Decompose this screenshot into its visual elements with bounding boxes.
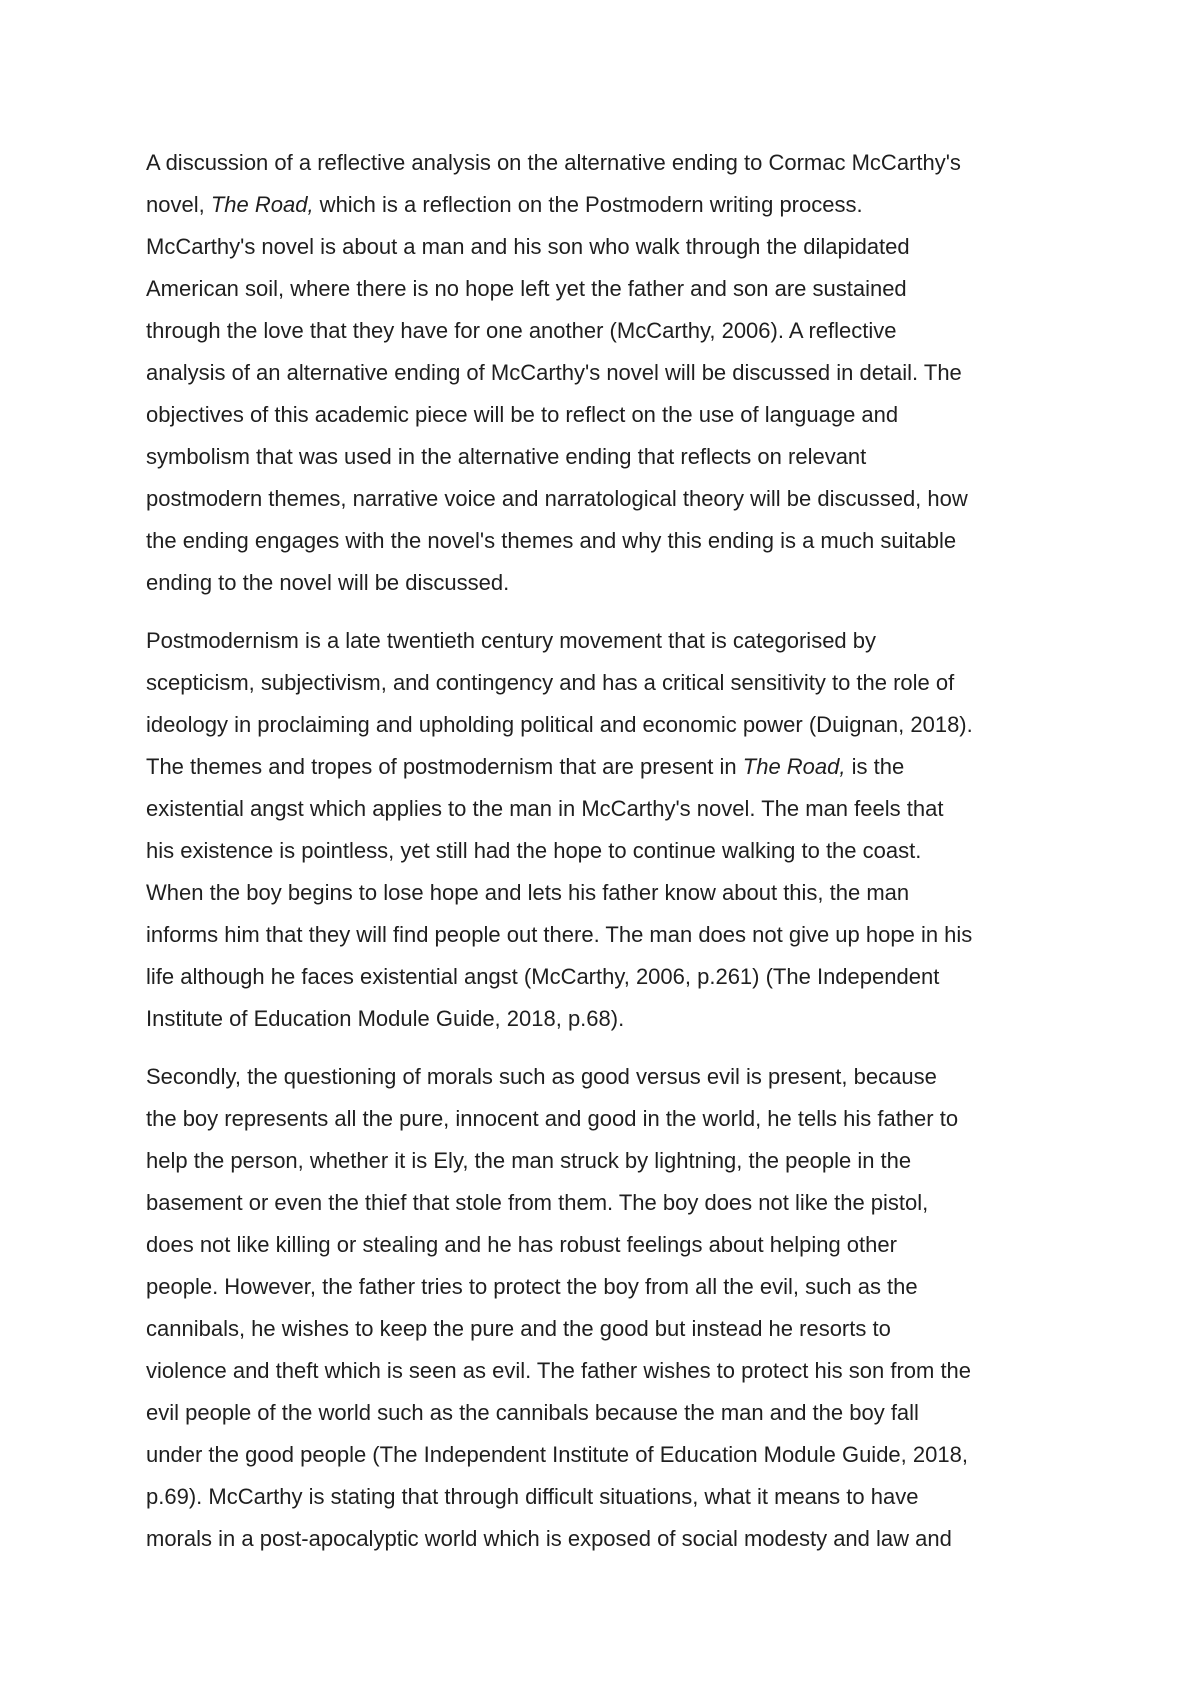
text-segment: objectives of this academic piece will be to reflect on the use of language and bbox=[146, 402, 899, 427]
text-line bbox=[146, 830, 1062, 872]
text-segment: postmodern themes, narrative voice and narratological theory will be discussed, how bbox=[146, 486, 968, 511]
text-line bbox=[146, 1308, 1062, 1350]
text-line bbox=[146, 1266, 1062, 1308]
text-line bbox=[146, 872, 1062, 914]
text-line bbox=[146, 268, 1062, 310]
book-title-italic: The Road, bbox=[210, 192, 314, 217]
text-line bbox=[146, 520, 1062, 562]
text-line bbox=[146, 788, 1062, 830]
text-line bbox=[146, 352, 1062, 394]
text-line bbox=[146, 1224, 1062, 1266]
text-segment: is the bbox=[845, 754, 905, 779]
text-segment: cannibals, he wishes to keep the pure and the good but instead he resorts to bbox=[146, 1316, 891, 1341]
text-segment: through the love that they have for one another (McCarthy, 2006). A reflective bbox=[146, 318, 897, 343]
text-segment: Institute of Education Module Guide, 2018, p.68). bbox=[146, 1006, 625, 1031]
text-segment: help the person, whether it is Ely, the man struck by lightning, the people in the bbox=[146, 1148, 912, 1173]
text-line bbox=[146, 310, 1062, 352]
text-segment: which is a reflection on the Postmodern writing process. bbox=[313, 192, 863, 217]
text-segment: Secondly, the questioning of morals such as good versus evil is present, because bbox=[146, 1064, 937, 1089]
text-line bbox=[146, 704, 1062, 746]
text-line bbox=[146, 1182, 1062, 1224]
text-segment: informs him that they will find people out there. The man does not give up hope in his bbox=[146, 922, 973, 947]
text-segment: analysis of an alternative ending of McCarthy's novel will be discussed in detail. The bbox=[146, 360, 962, 385]
text-line bbox=[146, 184, 1062, 226]
text-segment: violence and theft which is seen as evil. The father wishes to protect his son from the bbox=[146, 1358, 972, 1383]
text-segment: p.69). McCarthy is stating that through difficult situations, what it means to have bbox=[146, 1484, 919, 1509]
text-segment: ending to the novel will be discussed. bbox=[146, 570, 510, 595]
paragraph-3 bbox=[146, 1056, 1062, 1560]
text-segment: McCarthy's novel is about a man and his son who walk through the dilapidated bbox=[146, 234, 910, 259]
text-line bbox=[146, 1518, 1062, 1560]
text-line bbox=[146, 1476, 1062, 1518]
text-line bbox=[146, 1434, 1062, 1476]
text-segment: American soil, where there is no hope left yet the father and son are sustained bbox=[146, 276, 907, 301]
text-line bbox=[146, 956, 1062, 998]
text-segment: evil people of the world such as the cannibals because the man and the boy fall bbox=[146, 1400, 919, 1425]
text-line bbox=[146, 662, 1062, 704]
text-line bbox=[146, 436, 1062, 478]
text-segment: his existence is pointless, yet still had the hope to continue walking to the coast. bbox=[146, 838, 922, 863]
text-segment: basement or even the thief that stole from them. The boy does not like the pistol, bbox=[146, 1190, 929, 1215]
text-segment: Postmodernism is a late twentieth century movement that is categorised by bbox=[146, 628, 877, 653]
text-segment: novel, bbox=[146, 192, 211, 217]
text-segment: the boy represents all the pure, innocent and good in the world, he tells his father to bbox=[146, 1106, 959, 1131]
text-segment: A discussion of a reflective analysis on the alternative ending to Cormac McCarthy's bbox=[146, 150, 961, 175]
text-line bbox=[146, 1098, 1062, 1140]
text-segment: The themes and tropes of postmodernism that are present in bbox=[146, 754, 743, 779]
text-segment: symbolism that was used in the alternative ending that reflects on relevant bbox=[146, 444, 867, 469]
text-line bbox=[146, 620, 1062, 662]
text-line bbox=[146, 1350, 1062, 1392]
paragraph-1 bbox=[146, 142, 1062, 604]
text-segment: the ending engages with the novel's themes and why this ending is a much suitable bbox=[146, 528, 957, 553]
text-line bbox=[146, 1056, 1062, 1098]
text-segment: life although he faces existential angst (McCarthy, 2006, p.261) (The Independent bbox=[146, 964, 940, 989]
text-segment: under the good people (The Independent Institute of Education Module Guide, 2018, bbox=[146, 1442, 968, 1467]
text-segment: does not like killing or stealing and he has robust feelings about helping other bbox=[146, 1232, 897, 1257]
text-line bbox=[146, 226, 1062, 268]
text-segment: people. However, the father tries to protect the boy from all the evil, such as the bbox=[146, 1274, 918, 1299]
text-line bbox=[146, 1140, 1062, 1182]
text-segment: scepticism, subjectivism, and contingency and has a critical sensitivity to the role of bbox=[146, 670, 955, 695]
text-line bbox=[146, 478, 1062, 520]
paragraph-2 bbox=[146, 620, 1062, 1040]
text-segment: ideology in proclaiming and upholding political and economic power (Duignan, 2018). bbox=[146, 712, 973, 737]
text-line bbox=[146, 394, 1062, 436]
text-segment: existential angst which applies to the man in McCarthy's novel. The man feels that bbox=[146, 796, 944, 821]
text-line bbox=[146, 998, 1062, 1040]
text-line bbox=[146, 142, 1062, 184]
text-line bbox=[146, 562, 1062, 604]
text-segment: morals in a post-apocalyptic world which is exposed of social modesty and law and bbox=[146, 1526, 952, 1551]
text-segment: When the boy begins to lose hope and lets his father know about this, the man bbox=[146, 880, 910, 905]
text-line bbox=[146, 914, 1062, 956]
document-body bbox=[146, 142, 1062, 1576]
book-title-italic: The Road, bbox=[742, 754, 846, 779]
text-line bbox=[146, 1392, 1062, 1434]
text-line bbox=[146, 746, 1062, 788]
